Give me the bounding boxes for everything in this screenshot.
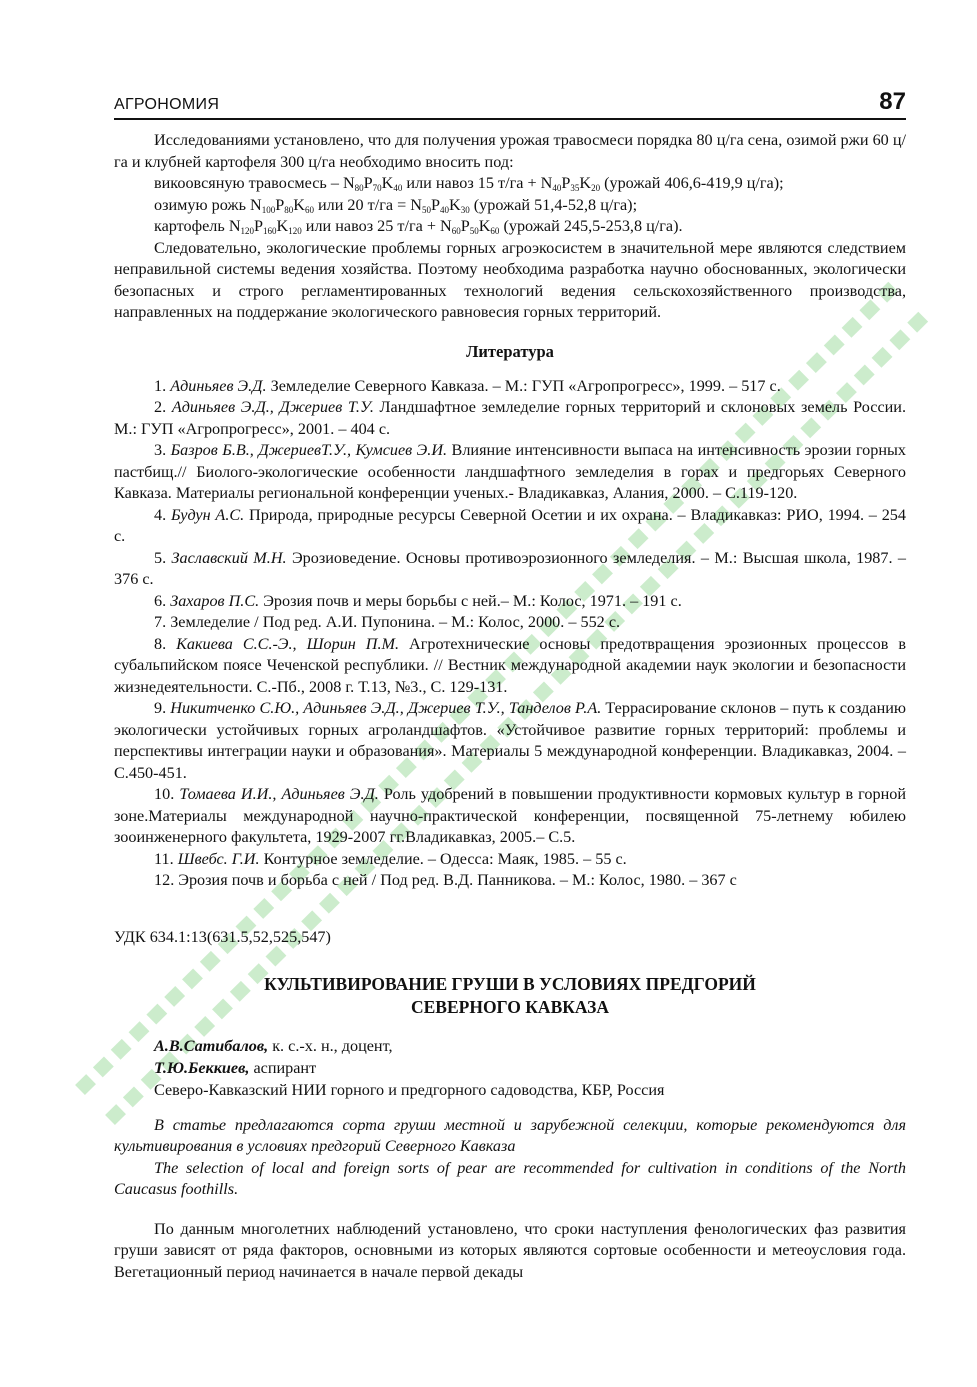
- reference-authors: Заславский М.Н.: [171, 548, 287, 567]
- reference-authors: Адиньяев Э.Д.: [170, 376, 267, 395]
- affiliation: Северо-Кавказский НИИ горного и предгорного садоводства, КБР, Россия: [154, 1080, 665, 1099]
- reference-text: Террасирование склонов – путь к созданию экологически устойчивых горных агроландшафтов. «Устойчивое развитие горных территорий: проблемы и перспективы интеграции науки и образования». Материалы 5 международной конференции. Владикавказ, 2004. – С.450-451.: [114, 699, 906, 782]
- reference-authors: Захаров П.С.: [170, 591, 260, 610]
- reference-authors: Томаева И.И., Адиньяев Э.Д.: [179, 785, 379, 803]
- reference-item: [114, 612, 906, 634]
- reference-authors: Какиева С.С.-Э., Шорин П.М.: [176, 634, 400, 653]
- reference-item: [114, 591, 906, 613]
- reference-item: [114, 849, 906, 871]
- reference-item: [114, 548, 906, 591]
- author-2: [154, 1057, 906, 1079]
- reference-number: 10.: [154, 785, 175, 803]
- reference-text: Земледелие Северного Кавказа. – М.: ГУП «Агропрогресс», 1999. – 517 с.: [266, 376, 781, 395]
- abstract: [114, 1115, 906, 1201]
- reference-number: 4.: [154, 505, 167, 524]
- intro-paragraph-1: Исследованиями установлено, что для получения урожая травосмеси порядка 80 ц/га сена, озимой ржи 60 ц/га и клубней картофеля 300 ц/га необходимо вносить под:: [114, 131, 906, 171]
- reference-number: 8.: [154, 634, 167, 653]
- reference-text: Эрозиоведение. Основы противоэрозионного земледелия. – М.: Высшая школа, 1987. – 376 с.: [114, 548, 907, 588]
- reference-number: 6.: [154, 591, 167, 610]
- intro-paragraph-2: Следовательно, экологические проблемы горных агроэкосистем в значительной мере являются следствием неправильной системы ведения хозяйства. Поэтому необходима разработка научно обоснованных, экологически безопасных и строго регламентированных технологий ведения сельскохозяйственного производства, направленных на поддержание экологического равновесия горных территорий.: [114, 238, 906, 321]
- running-header: [114, 88, 906, 120]
- watermark-dash: [912, 317, 923, 328]
- article-title-line-2: СЕВЕРНОГО КАВКАЗА: [410, 996, 610, 1017]
- reference-text: Эрозия почв и меры борьбы с ней.– М.: Колос, 1971. – 191 с.: [259, 591, 682, 610]
- formula-potato: картофель $N_{120}P_{160}K_{120}$ или навоз 25 $т/га + N_{60}P_{50}K_{60}$ (урожай 245,5-253,8 ц/га).: [154, 217, 683, 236]
- reference-item: [114, 784, 906, 849]
- reference-item: [114, 397, 906, 440]
- watermark-dash: [98, 1061, 109, 1072]
- intro-section: [114, 130, 906, 324]
- page: [114, 88, 906, 1283]
- reference-text: Земледелие / Под ред. А.И. Пупонина. – М.: Колос, 2000. – 552 с.: [170, 613, 621, 631]
- reference-number: 9.: [154, 699, 167, 717]
- author-block: [114, 1035, 906, 1101]
- references-heading: Литература: [466, 341, 554, 361]
- reference-text: Контурное земледелие. – Одесса: Маяк, 1985. – 55 с.: [259, 849, 627, 868]
- abstract-russian: В статье предлагаются сорта груши местной и зарубежной селекции, которые рекомендуются для культивирования в условиях предгорий Северного Кавказа: [114, 1115, 906, 1155]
- reference-number: 5.: [154, 548, 167, 567]
- author-2-name: Т.Ю.Беккиев,: [154, 1058, 250, 1077]
- author-1-name: А.В.Сатибалов,: [154, 1036, 269, 1055]
- abstract-english: The selection of local and foreign sorts of pear are recommended for cultivation in conditions of the North Caucasus foothills.: [114, 1158, 906, 1198]
- udk-code: УДК 634.1:13(631.5,52,525,547): [114, 927, 331, 946]
- reference-item: [114, 698, 906, 784]
- reference-item: [114, 870, 906, 892]
- article-title: [114, 973, 906, 1019]
- reference-number: 7.: [154, 613, 167, 631]
- author-1: [154, 1035, 906, 1057]
- reference-authors: Никитченко С.Ю., Адиньяев Э.Д., Джериев Т.У., Танделов Р.А.: [170, 699, 602, 717]
- reference-list: [114, 376, 906, 892]
- reference-number: 2.: [154, 398, 167, 416]
- reference-number: 11.: [154, 849, 174, 868]
- reference-item: [114, 376, 906, 398]
- reference-authors: Будун А.С.: [170, 505, 245, 524]
- reference-text: Эрозия почв и борьба с ней / Под ред. В.Д. Панникова. – М.: Колос, 1980. – 367 с: [178, 871, 737, 889]
- article-body-paragraph: По данным многолетних наблюдений установлено, что сроки наступления фенологических фаз развития груши зависят от ряда факторов, основными из которых являются сортовые особенности и метеоусловия года. Вегетационный период начинается в начале первой декады: [114, 1219, 906, 1281]
- formula-winter-rye: озимую рожь $N_{100}P_{80}K_{60}$ или 20 $т/га = N_{50}P_{40}K_{30}$ (урожай 51,4-52,8 ц/га);: [154, 195, 638, 215]
- reference-item: [114, 505, 906, 548]
- article-title-line-1: КУЛЬТИВИРОВАНИЕ ГРУШИ В УСЛОВИЯХ ПРЕДГОРИЙ: [264, 973, 756, 994]
- reference-authors: Адиньяев Э.Д., Джериев Т.У.: [171, 398, 374, 416]
- reference-text: Роль удобрений в повышении продуктивности кормовых культур в горной зоне.Материалы международной научно-практической конференции, посвященной 75-летнему юбилею зооинженерного факультета, 1929-2007 гг.Владикавказ, 2005.– С.5.: [114, 785, 906, 846]
- reference-text: Ландшафтное земледелие горных территорий и склоновых земель России. М.: ГУП «Агропрогресс», 2001. – 404 с.: [114, 398, 907, 438]
- author-2-role: аспирант: [249, 1058, 317, 1077]
- reference-text: Влияние интенсивности выпаса на интенсивность эрозии горных пастбищ.// Биолого-экологические особенности ландшафтного земледелия в горах и предгорьях Северного Кавказа. Материалы региональной конференции ученых.- Владикавказ, Алания, 2000. – С.119-120.: [114, 441, 907, 502]
- reference-number: 3.: [154, 441, 167, 459]
- reference-item: [114, 634, 906, 699]
- reference-number: 1.: [154, 376, 167, 395]
- reference-text: Агротехнические основы предотвращения эрозионных процессов в субальпийском поясе Чеченской республики. // Вестник международной академии наук экологии и безопасности жизнедеятельности. С.-Пб., 2008 г. Т.13, №3., С. 129-131.: [114, 634, 907, 696]
- page-number: 87: [879, 88, 906, 115]
- formula-vetch-oat: викоовсяную травосмесь – $N_{80}P_{70}K_{40}$ или навоз 15 $т/га + N_{40}P_{35}K_{20}$ (урожай 406,6-419,9 ц/га);: [154, 174, 784, 193]
- author-1-role: к. с.-х. н., доцент,: [268, 1036, 393, 1055]
- reference-authors: Базров Б.В., ДжериевТ.У., Кумсиев Э.И.: [170, 441, 448, 459]
- watermark-dash: [80, 1079, 91, 1090]
- reference-authors: Швебс. Г.И.: [177, 849, 260, 868]
- reference-item: [114, 440, 906, 505]
- reference-text: Природа, природные ресурсы Северной Осетии и их охрана. – Владикавказ: РИО, 1994. – 254 с.: [114, 505, 906, 545]
- reference-number: 12.: [154, 871, 175, 889]
- running-title: АГРОНОМИЯ: [114, 96, 220, 113]
